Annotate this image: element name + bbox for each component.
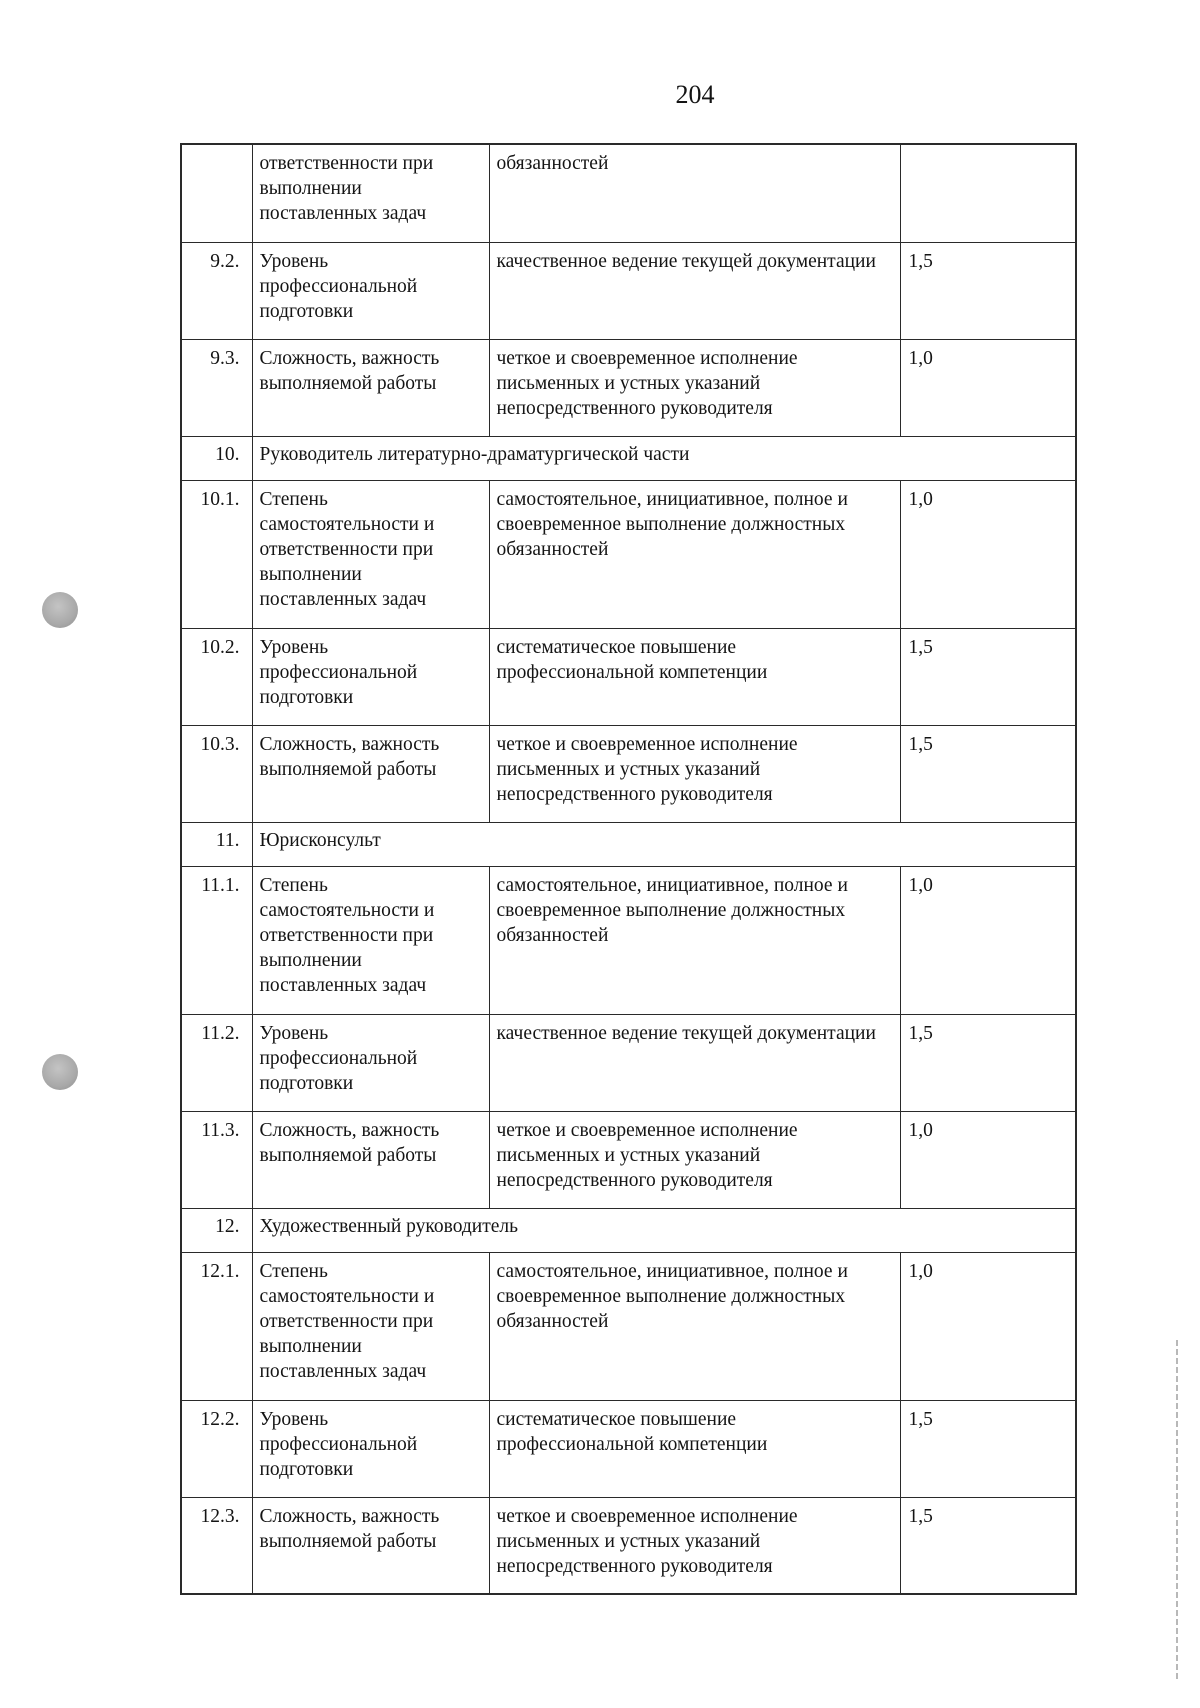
description-cell: самостоятельное, инициативное, полное и своевременное выполнение должностных обязанностей xyxy=(489,480,900,628)
section-row xyxy=(181,1208,1076,1252)
table-row xyxy=(181,339,1076,436)
page-number: 204 xyxy=(675,80,715,109)
description-cell: систематическое повышение профессиональной компетенции xyxy=(489,1400,900,1497)
row-number: 10.2. xyxy=(181,628,252,725)
punch-hole-icon xyxy=(42,1054,78,1090)
table-row xyxy=(181,628,1076,725)
description-cell: систематическое повышение профессиональной компетенции xyxy=(489,628,900,725)
description-cell: самостоятельное, инициативное, полное и своевременное выполнение должностных обязанностей xyxy=(489,1252,900,1400)
row-number: 10.1. xyxy=(181,480,252,628)
score-cell: 1,0 xyxy=(900,339,1076,436)
description-cell: качественное ведение текущей документации xyxy=(489,242,900,339)
description-cell: четкое и своевременное исполнение письменных и устных указаний непосредственного руководителя xyxy=(489,725,900,822)
section-number: 11. xyxy=(181,822,252,866)
row-number: 10.3. xyxy=(181,725,252,822)
table-row xyxy=(181,725,1076,822)
row-number: 12.2. xyxy=(181,1400,252,1497)
table-row xyxy=(181,866,1076,1014)
score-cell: 1,0 xyxy=(900,480,1076,628)
row-number: 9.3. xyxy=(181,339,252,436)
table-row xyxy=(181,1400,1076,1497)
section-title: Художественный руководитель xyxy=(252,1208,1076,1252)
description-cell: четкое и своевременное исполнение письменных и устных указаний непосредственного руководителя xyxy=(489,339,900,436)
table-row xyxy=(181,480,1076,628)
punch-hole-icon xyxy=(42,592,78,628)
score-cell: 1,0 xyxy=(900,866,1076,1014)
description-cell: самостоятельное, инициативное, полное и своевременное выполнение должностных обязанностей xyxy=(489,866,900,1014)
criterion-cell: Степень самостоятельности и ответственности при выполнении поставленных задач xyxy=(252,1252,489,1400)
criterion-cell: Сложность, важность выполняемой работы xyxy=(252,1111,489,1208)
row-number: 12.1. xyxy=(181,1252,252,1400)
table-row-continued xyxy=(181,144,1076,242)
description-cell: качественное ведение текущей документации xyxy=(489,1014,900,1111)
criterion-cell: Степень самостоятельности и ответственности при выполнении поставленных задач xyxy=(252,480,489,628)
row-number xyxy=(181,144,252,242)
criteria-table-body xyxy=(181,144,1076,1594)
criterion-cell: Уровень профессиональной подготовки xyxy=(252,1014,489,1111)
row-number: 9.2. xyxy=(181,242,252,339)
table-row xyxy=(181,1111,1076,1208)
criterion-cell: Сложность, важность выполняемой работы xyxy=(252,339,489,436)
criterion-cell: Уровень профессиональной подготовки xyxy=(252,1400,489,1497)
table-row xyxy=(181,1014,1076,1111)
row-number: 11.1. xyxy=(181,866,252,1014)
score-cell: 1,5 xyxy=(900,242,1076,339)
criterion-cell: Уровень профессиональной подготовки xyxy=(252,628,489,725)
description-cell: четкое и своевременное исполнение письменных и устных указаний непосредственного руководителя xyxy=(489,1497,900,1594)
section-number: 10. xyxy=(181,436,252,480)
section-title: Руководитель литературно-драматургической части xyxy=(252,436,1076,480)
description-cell: обязанностей xyxy=(489,144,900,242)
table-row xyxy=(181,1252,1076,1400)
criterion-cell: ответственности при выполнении поставленных задач xyxy=(252,144,489,242)
criterion-cell: Уровень профессиональной подготовки xyxy=(252,242,489,339)
scan-edge-mark xyxy=(1176,1340,1178,1680)
score-cell xyxy=(900,144,1076,242)
score-cell: 1,5 xyxy=(900,1400,1076,1497)
criterion-cell: Сложность, важность выполняемой работы xyxy=(252,725,489,822)
row-number: 12.3. xyxy=(181,1497,252,1594)
row-number: 11.2. xyxy=(181,1014,252,1111)
table-row xyxy=(181,242,1076,339)
row-number: 11.3. xyxy=(181,1111,252,1208)
section-number: 12. xyxy=(181,1208,252,1252)
score-cell: 1,5 xyxy=(900,628,1076,725)
table-row xyxy=(181,1497,1076,1594)
criterion-cell: Степень самостоятельности и ответственности при выполнении поставленных задач xyxy=(252,866,489,1014)
score-cell: 1,0 xyxy=(900,1111,1076,1208)
section-row xyxy=(181,436,1076,480)
score-cell: 1,5 xyxy=(900,1497,1076,1594)
criterion-cell: Сложность, важность выполняемой работы xyxy=(252,1497,489,1594)
description-cell: четкое и своевременное исполнение письменных и устных указаний непосредственного руководителя xyxy=(489,1111,900,1208)
score-cell: 1,0 xyxy=(900,1252,1076,1400)
section-row xyxy=(181,822,1076,866)
section-title: Юрисконсульт xyxy=(252,822,1076,866)
score-cell: 1,5 xyxy=(900,725,1076,822)
score-cell: 1,5 xyxy=(900,1014,1076,1111)
criteria-table xyxy=(180,143,1077,1595)
